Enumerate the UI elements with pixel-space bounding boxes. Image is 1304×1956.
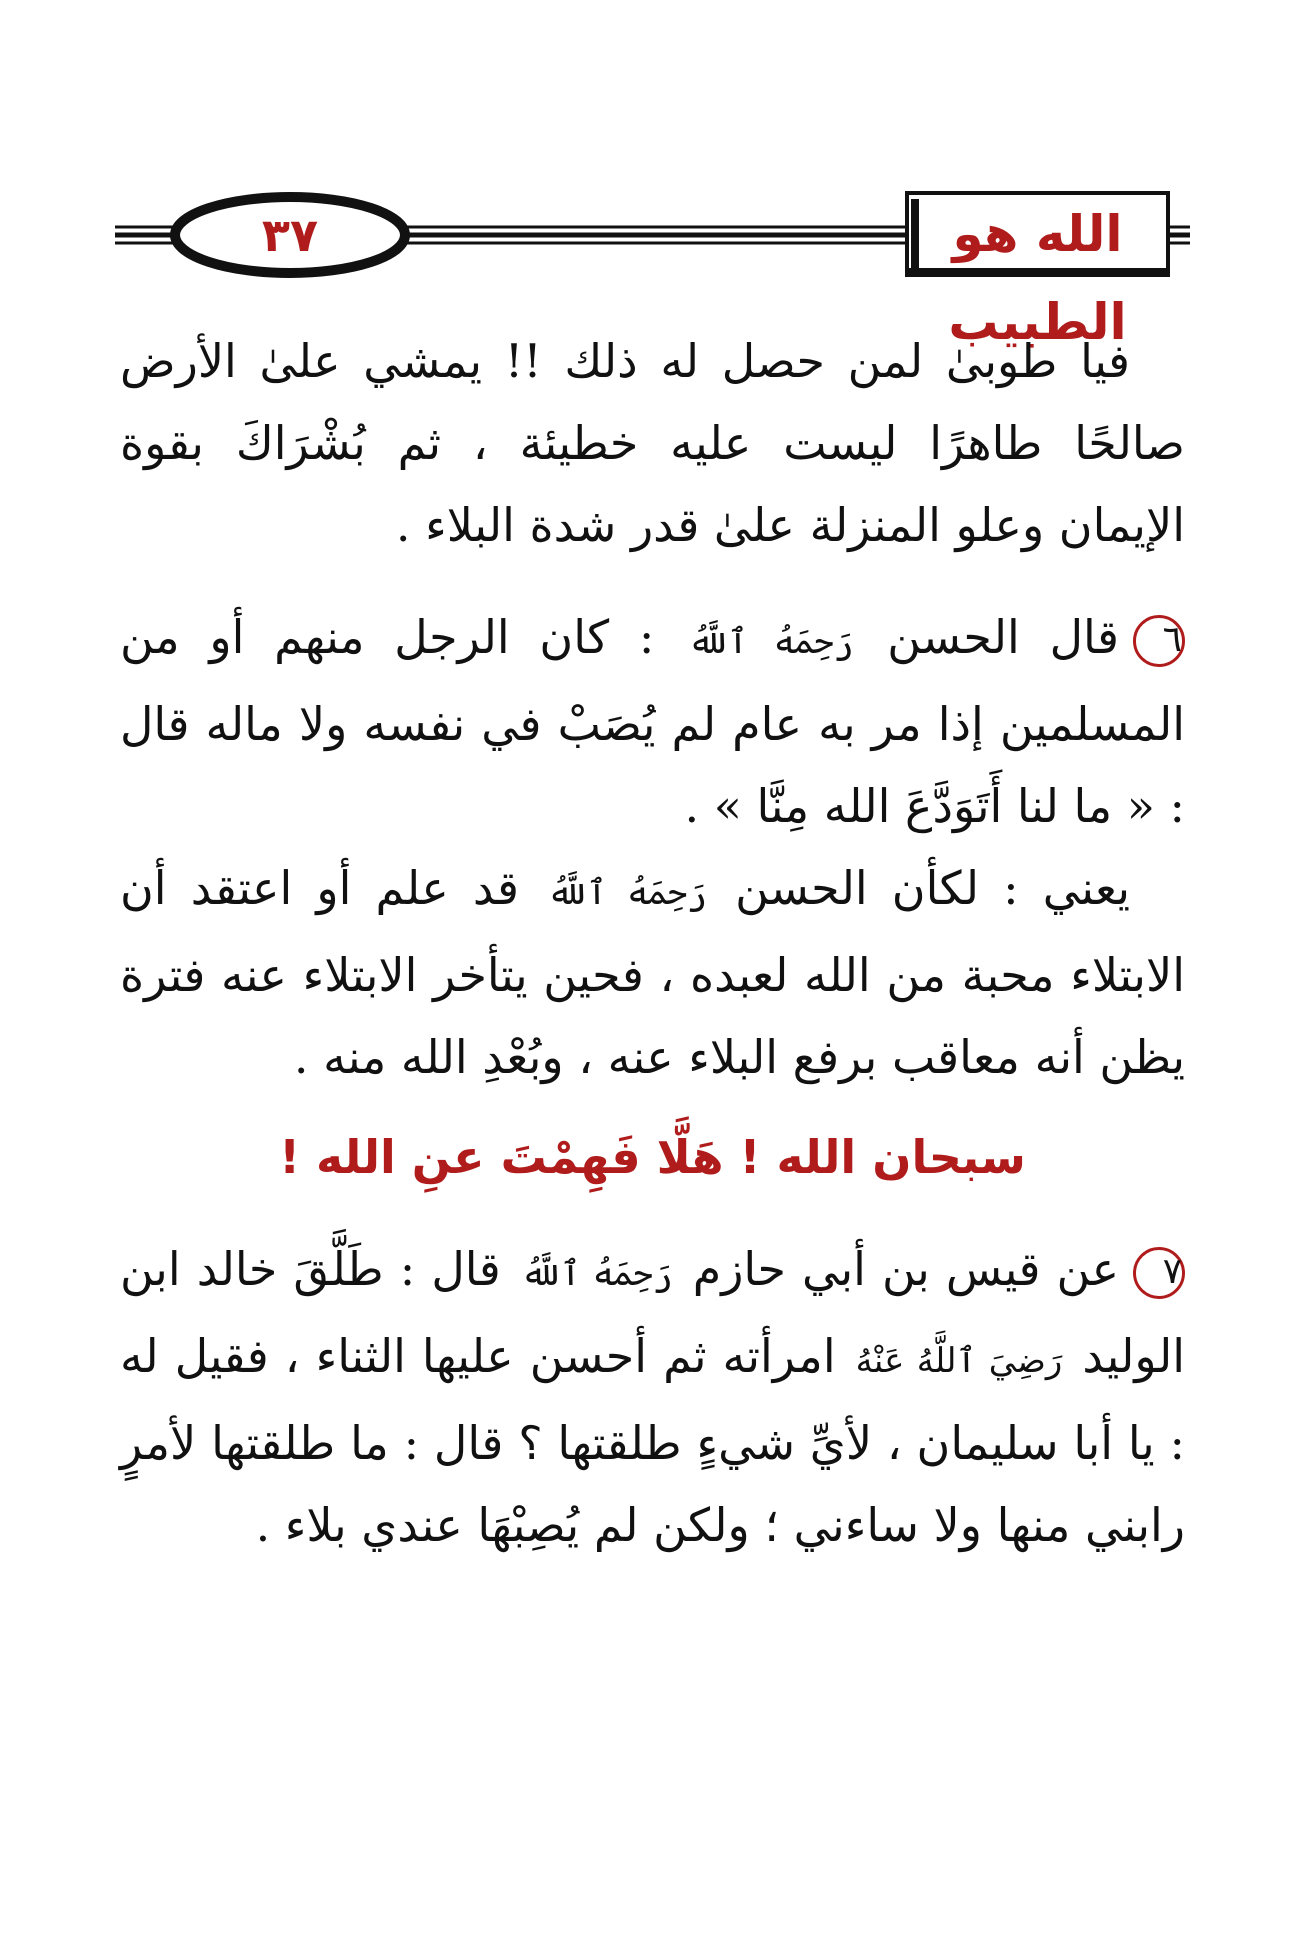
paragraph-3-text: قد علم أو اعتقد أن الابتلاء محبة من الله لعبده ، فحين يتأخر الابتلاء عنه فترة يظن أنه معاقب برفع البلاء عنه ، وبُعْدِ الله منه . bbox=[120, 861, 1185, 1084]
paragraph-4 bbox=[120, 1228, 1185, 1566]
body-text bbox=[120, 320, 1185, 1566]
item-number-6: ٦ bbox=[1133, 615, 1185, 667]
page-number: ٣٧ bbox=[261, 208, 319, 262]
item-number-7: ٧ bbox=[1133, 1247, 1185, 1299]
section-headline: سبحان الله ! هَلَّا فَهِمْتَ عنِ الله ! bbox=[279, 1130, 1026, 1184]
paragraph-2-lead: قال الحسن bbox=[887, 610, 1119, 664]
paragraph-2-text: : كان الرجل منهم أو من المسلمين إذا مر به عام لم يُصَبْ في نفسه ولا ماله قال : « ما لنا أَتَوَدَّعَ الله مِنَّا » . bbox=[120, 610, 1185, 833]
paragraph-3-lead: يعني : لكأن الحسن bbox=[735, 861, 1131, 915]
paragraph-4-text-b: امرأته ثم أحسن عليها الثناء ، فقيل له : يا أبا سليمان ، لأيِّ شيءٍ طلقتها ؟ قال : ما طلقتها لأمرٍ رابني منها ولا ساءني ؛ ولكن لم يُصِبْهَا عندي بلاء . bbox=[120, 1329, 1185, 1552]
running-title: الله هو الطبيب bbox=[948, 205, 1127, 351]
honorific: رَحِمَهُ ٱللَّهُ bbox=[547, 873, 707, 913]
paragraph-1: فيا طوبىٰ لمن حصل له ذلك !! يمشي علىٰ الأرض صالحًا طاهرًا ليست عليه خطيئة ، ثم بُشْرَاكَ بقوة الإيمان وعلو المنزلة علىٰ قدر شدة البلاء . bbox=[120, 334, 1185, 552]
page-header bbox=[115, 190, 1190, 351]
paragraph-4-text-a: قال : طَلَّقَ خالد ابن الوليد bbox=[120, 1242, 1185, 1383]
spacer bbox=[120, 566, 1185, 596]
paragraph-3 bbox=[120, 847, 1185, 1098]
honorific: رَحِمَهُ ٱللَّهُ bbox=[520, 1254, 673, 1294]
honorific: رَضِيَ ٱللَّهُ عَنْهُ bbox=[855, 1341, 1063, 1381]
honorific: رَحِمَهُ ٱللَّهُ bbox=[688, 622, 854, 662]
paragraph-2 bbox=[120, 596, 1185, 847]
paragraph-4-lead: عن قيس بن أبي حازم bbox=[692, 1242, 1120, 1296]
